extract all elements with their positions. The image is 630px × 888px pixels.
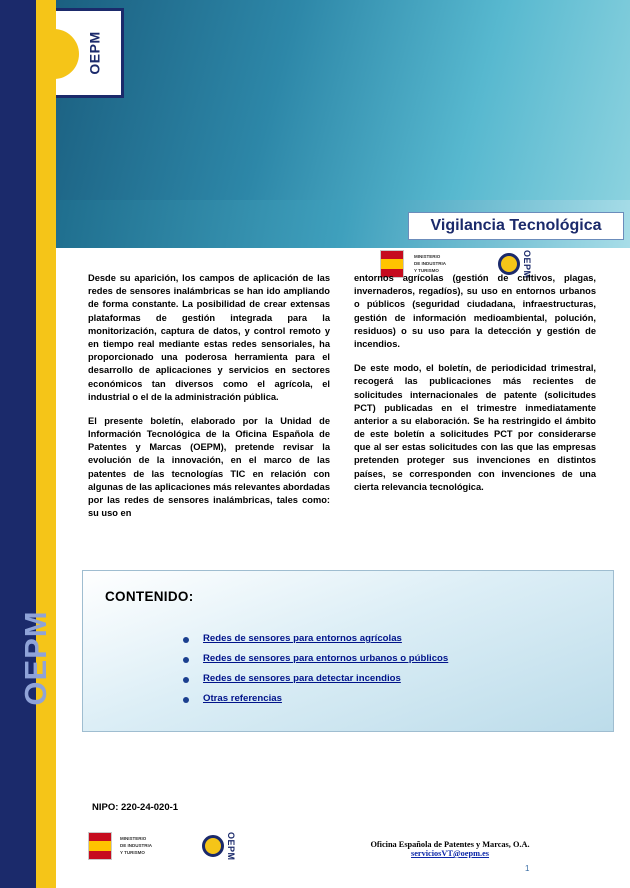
content-title: CONTENIDO: — [105, 589, 194, 604]
ministry-label — [120, 836, 188, 856]
footer-contact — [300, 840, 600, 858]
oepm-small-logo — [202, 832, 236, 861]
page-number: 1 — [525, 864, 530, 873]
body-column-right — [354, 272, 596, 531]
status-badge: Vigilancia Tecnológica — [408, 212, 624, 240]
ministry-line-3: Y TURISMO — [414, 267, 439, 273]
ministry-line-1: MINISTERIO — [414, 254, 441, 260]
sidebar-vertical-label: OEPM — [18, 610, 53, 706]
ministry-line-3: Y TURISMO — [120, 849, 145, 855]
list-item[interactable] — [183, 633, 448, 644]
body-column-left — [88, 272, 330, 531]
spain-flag-icon — [88, 832, 112, 860]
oepm-small-label: OEPM — [522, 250, 532, 279]
nipo-code: NIPO: 220-24-020-1 — [92, 802, 179, 813]
paragraph: De este modo, el boletín, de periodicidad trimestral, recogerá las publicaciones más recientes de solicitudes internacionales de patente (solicitudes PCT) publicadas en el trimestre inmediatamente anterior a su elaboración. Se ha restringido el ámbito de este boletín a solicitudes PCT por considerarse que al ser estas solicitudes con las que las empresas pretenden proteger sus invenciones en distintos países, se corresponden con invenciones de una cierta relevancia tecnológica. — [354, 363, 596, 492]
content-link[interactable]: Redes de sensores para entornos urbanos o públicos — [203, 653, 449, 664]
body-columns — [88, 272, 596, 531]
ministry-line-1: MINISTERIO — [120, 836, 147, 842]
content-link[interactable]: Redes de sensores para detectar incendios — [203, 673, 401, 684]
oepm-small-label: OEPM — [226, 832, 236, 861]
footer-email-link[interactable]: serviciosVT@oepm.es — [411, 849, 489, 858]
content-link[interactable]: Otras referencias — [203, 693, 282, 704]
list-item[interactable] — [183, 653, 448, 664]
oepm-small-circle-icon — [202, 835, 224, 857]
ministry-line-2: DE INDUSTRIA — [414, 260, 447, 266]
content-link[interactable]: Redes de sensores para entornos agrícolas — [203, 633, 402, 644]
oepm-logo-text: OEPM — [86, 31, 103, 75]
paragraph: El presente boletín, elaborado por la Unidad de Información Tecnológica de la Oficina Española de Patentes y Marcas (OEPM), pretende revisar la evolución de la innovación, en el marco de las patentes de las tecnologías TIC en relación con algunas de las aplicaciones más relevantes abordadas por las redes de sensores inalámbricas, tales como: su uso en — [88, 415, 330, 519]
ministry-line-2: DE INDUSTRIA — [120, 842, 153, 848]
list-item[interactable] — [183, 673, 448, 684]
content-box — [82, 570, 614, 732]
footer-organization: Oficina Española de Patentes y Marcas, O.A. — [370, 840, 530, 849]
paragraph: entornos agrícolas (gestión de cultivos, plagas, invernaderos, regadíos), su uso en entornos urbanos o públicos (seguridad ciudadana, infraestructuras, gestión de información medioambiental, polución, residuos) o su uso para la detección y gestión de incendios. — [354, 273, 596, 349]
content-list — [183, 633, 448, 713]
paragraph: Desde su aparición, los campos de aplicación de las redes de sensores inalámbricas se han ido ampliando de forma constante. La posibilidad de crear extensas plataformas de gestión integrada para la monitorización, captura de datos, y control remoto y en tiempo real mediante estas redes sensoriales, ha proporcionado una poderosa herramienta para el desarrollo de aplicaciones y servicios en sectores económicos tan diversos como el agrícola, el industrial o el de la administración pública. — [88, 273, 330, 402]
footer-logo-row — [88, 832, 236, 861]
list-item[interactable] — [183, 693, 448, 704]
